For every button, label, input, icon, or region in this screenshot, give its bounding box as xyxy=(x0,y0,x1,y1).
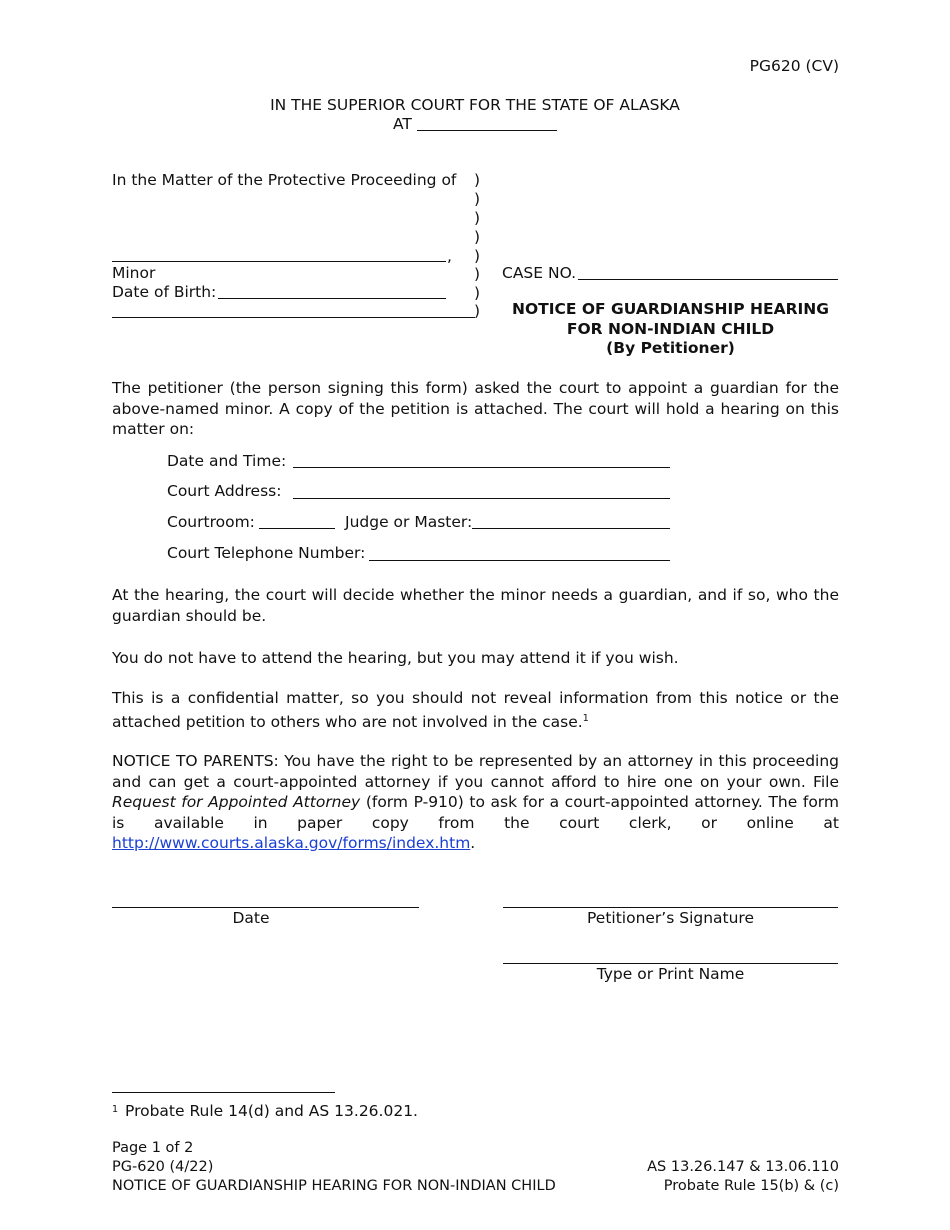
form-code-top: PG620 (CV) xyxy=(749,57,839,75)
courtroom-field[interactable] xyxy=(259,528,335,529)
date-time-field[interactable] xyxy=(293,467,670,468)
doc-title xyxy=(502,300,839,359)
decide-paragraph: At the hearing, the court will decide whether the minor needs a guardian, and if so, who the guardian should be. xyxy=(112,586,839,625)
minor-label: Minor xyxy=(112,264,156,282)
telephone-field[interactable] xyxy=(369,560,670,561)
caption-paren: ) xyxy=(474,171,481,189)
minor-name-field[interactable] xyxy=(112,261,446,262)
judge-label: Judge or Master: xyxy=(345,513,473,531)
doc-title-line2: FOR NON-INDIAN CHILD xyxy=(566,319,775,338)
confidential-text: This is a confidential matter, so you should not reveal information from this notice or the attached petition to others who are not involved in the case. xyxy=(112,689,839,731)
notice-text-1: NOTICE TO PARENTS: You have the right to be represented by an attorney in this proceeding and can get a court-appointed attorney if you cannot afford to hire one on your own. File xyxy=(112,752,839,791)
court-at-label: AT xyxy=(393,115,412,133)
notice-end: . xyxy=(470,834,476,852)
dob-field[interactable] xyxy=(218,298,446,299)
forms-link[interactable]: http://www.courts.alaska.gov/forms/index.htm xyxy=(112,834,471,852)
caption-paren: ) xyxy=(474,190,481,208)
notice-text-2: (form P-910) to ask for a court-appointed attorney. The form is available in paper copy from the court clerk, or online at xyxy=(112,793,839,832)
caption-paren: ) xyxy=(474,247,481,265)
caption-paren: ) xyxy=(474,209,481,227)
case-no-label: CASE NO. xyxy=(502,264,577,282)
name-comma: , xyxy=(447,247,452,265)
doc-title-line1: NOTICE OF GUARDIANSHIP HEARING xyxy=(512,300,829,318)
date-time-label: Date and Time: xyxy=(167,452,287,470)
footnote-text: Probate Rule 14(d) and AS 13.26.021. xyxy=(125,1102,418,1120)
confidential-paragraph xyxy=(112,688,839,732)
notice-paragraph xyxy=(112,751,839,854)
footnote-ref: 1 xyxy=(582,712,589,724)
court-address-field[interactable] xyxy=(293,498,670,499)
intro-paragraph: The petitioner (the person signing this form) asked the court to appoint a guardian for the above-named minor. A copy of the petition is attached. The court will hold a hearing on this matter on: xyxy=(112,379,839,438)
court-address-label: Court Address: xyxy=(167,482,282,500)
caption-paren: ) xyxy=(474,284,481,302)
petitioner-signature-field[interactable] xyxy=(503,907,838,908)
footer-rule: Probate Rule 15(b) & (c) xyxy=(663,1178,839,1194)
caption-bottom-rule xyxy=(112,317,475,318)
footnote-number: 1 xyxy=(112,1104,119,1115)
court-location-field[interactable] xyxy=(417,130,557,131)
matter-label: In the Matter of the Protective Proceeding of xyxy=(112,171,457,189)
footer-form-id: PG-620 (4/22) xyxy=(112,1159,214,1175)
telephone-label: Court Telephone Number: xyxy=(167,544,366,562)
caption-paren: ) xyxy=(474,228,481,246)
doc-title-line3: (By Petitioner) xyxy=(606,339,735,357)
caption-paren: ) xyxy=(474,265,481,283)
footer-statute: AS 13.26.147 & 13.06.110 xyxy=(647,1159,839,1175)
print-name-label: Type or Print Name xyxy=(596,965,745,983)
caption-paren: ) xyxy=(474,302,481,320)
courtroom-label: Courtroom: xyxy=(167,513,255,531)
footer-page-number: Page 1 of 2 xyxy=(112,1140,194,1156)
petitioner-signature-label: Petitioner’s Signature xyxy=(586,909,755,927)
notice-form-name: Request for Appointed Attorney xyxy=(112,793,361,811)
footnote-rule xyxy=(112,1092,335,1093)
date-signature-field[interactable] xyxy=(112,907,419,908)
case-no-field[interactable] xyxy=(578,279,838,280)
court-heading: IN THE SUPERIOR COURT FOR THE STATE OF ALASKA xyxy=(270,96,680,114)
footer-form-title: NOTICE OF GUARDIANSHIP HEARING FOR NON-INDIAN CHILD xyxy=(112,1178,556,1194)
attend-paragraph: You do not have to attend the hearing, but you may attend it if you wish. xyxy=(112,649,679,667)
print-name-field[interactable] xyxy=(503,963,838,964)
date-label: Date xyxy=(232,909,270,927)
dob-label: Date of Birth: xyxy=(112,283,217,301)
judge-field[interactable] xyxy=(472,528,670,529)
